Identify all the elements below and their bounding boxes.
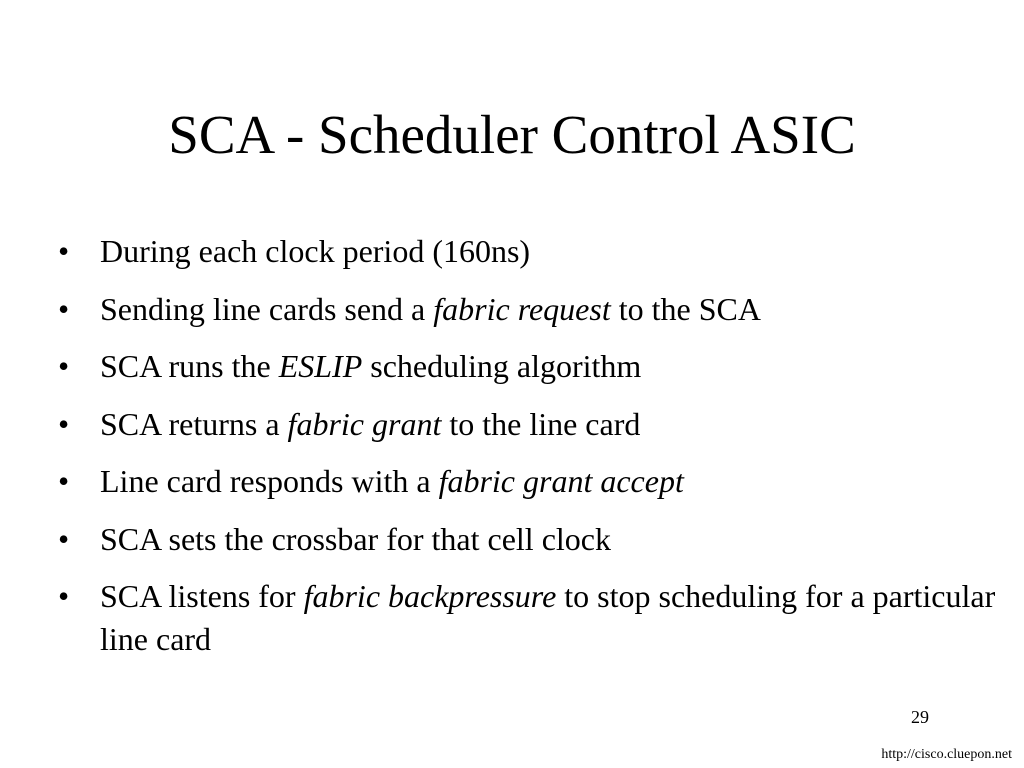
bullet-text [100,348,641,384]
bullet-text-run: SCA runs the [100,348,279,384]
bullet-marker: • [58,290,70,327]
bullet-emphasis: fabric grant accept [438,463,684,499]
bullet-item [58,460,998,503]
page-number: 29 [911,707,929,727]
bullet-text-run: During each clock period (160ns) [100,233,531,269]
bullet-text [100,291,761,327]
bullet-marker: • [58,233,70,269]
bullet-text-run: Line card responds with a [100,463,439,499]
bullet-list [58,230,998,676]
bullet-item [58,230,998,273]
bullet-text-run: SCA sets the crossbar for that cell clock [100,520,611,557]
bullet-text-run: scheduling algorithm [362,348,642,384]
bullet-item [58,575,998,661]
bullet-emphasis: ESLIP [278,348,363,384]
bullet-text-run: Sending line cards send a [100,290,434,327]
bullet-item [58,518,998,561]
bullet-marker: • [58,348,70,384]
bullet-item [58,288,998,331]
bullet-text-run: to the line card [441,405,641,442]
bullet-marker: • [58,578,70,614]
bullet-text [100,406,640,442]
bullet-emphasis: fabric grant [287,405,442,442]
bullet-marker: • [58,520,70,557]
bullet-text-run: to stop scheduling for a particular line card [100,578,996,657]
bullet-text-run: SCA listens for [100,578,304,614]
bullet-item [58,403,998,446]
bullet-text [100,578,995,657]
bullet-text [100,463,684,499]
bullet-text-run: SCA returns a [100,405,288,442]
bullet-text [100,521,611,557]
bullet-text-run: to the SCA [610,290,761,327]
footer-url: http://cisco.cluepon.net [881,747,1012,762]
bullet-emphasis: fabric backpressure [303,578,557,614]
bullet-emphasis: fabric request [433,290,611,327]
bullet-marker: • [58,405,70,442]
bullet-text [100,233,530,269]
bullet-marker: • [58,463,70,499]
bullet-item [58,345,998,388]
slide-title: SCA - Scheduler Control ASIC [168,104,856,165]
